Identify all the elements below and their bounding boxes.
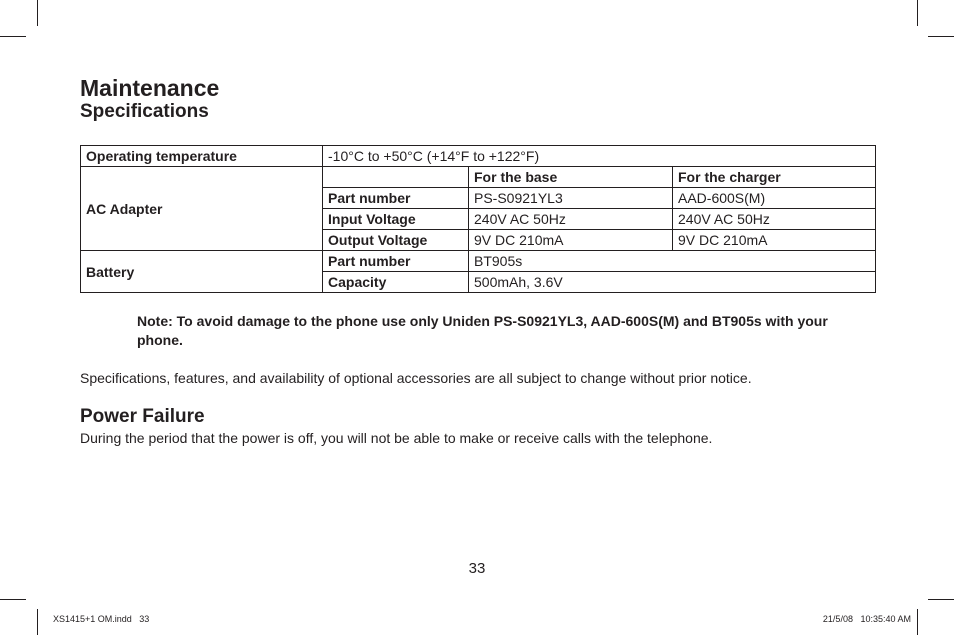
footer-timestamp: 21/5/08 10:35:40 AM <box>822 614 911 624</box>
power-failure-text: During the period that the power is off, you will not be able to make or receive calls with the telephone. <box>80 430 713 446</box>
table-cell-value: 240V AC 50Hz <box>469 209 673 230</box>
crop-mark <box>928 599 954 600</box>
specifications-table <box>80 145 876 293</box>
page-number: 33 <box>468 560 486 577</box>
section-title-power-failure: Power Failure <box>80 406 205 427</box>
notice-text: Specifications, features, and availability of optional accessories are all subject to change without prior notice. <box>80 370 752 386</box>
table-cell-label: Input Voltage <box>323 209 469 230</box>
table-cell-value: AAD-600S(M) <box>673 188 876 209</box>
table-row <box>81 167 876 188</box>
table-cell-label: Part number <box>323 251 469 272</box>
table-cell-label: Capacity <box>323 272 469 293</box>
crop-mark <box>37 609 38 635</box>
footer-file-name: XS1415+1 OM.indd 33 <box>53 614 150 624</box>
table-column-header: For the charger <box>673 167 876 188</box>
crop-mark <box>917 0 918 26</box>
note-text: Note: To avoid damage to the phone use only Uniden PS-S0921YL3, AAD-600S(M) and BT905s with your phone. <box>137 313 828 348</box>
page-title: Maintenance <box>80 75 220 101</box>
table-cell-label: Battery <box>81 251 323 293</box>
table-row <box>81 146 876 167</box>
table-cell-label: Operating temperature <box>81 146 323 167</box>
table-row <box>81 251 876 272</box>
section-title-specifications: Specifications <box>80 101 209 122</box>
table-column-header: For the base <box>469 167 673 188</box>
crop-mark <box>0 599 26 600</box>
table-cell-value: PS-S0921YL3 <box>469 188 673 209</box>
table-cell-value: 9V DC 210mA <box>673 230 876 251</box>
table-cell-value: 9V DC 210mA <box>469 230 673 251</box>
table-cell-label: Output Voltage <box>323 230 469 251</box>
table-cell-value: 240V AC 50Hz <box>673 209 876 230</box>
crop-mark <box>928 36 954 37</box>
table-cell-label: AC Adapter <box>81 167 323 251</box>
table-cell-empty <box>323 167 469 188</box>
table-cell-value: 500mAh, 3.6V <box>469 272 876 293</box>
table-cell-label: Part number <box>323 188 469 209</box>
table-cell-value: -10°C to +50°C (+14°F to +122°F) <box>323 146 876 167</box>
crop-mark <box>37 0 38 26</box>
crop-mark <box>0 36 26 37</box>
table-cell-value: BT905s <box>469 251 876 272</box>
crop-mark <box>917 609 918 635</box>
